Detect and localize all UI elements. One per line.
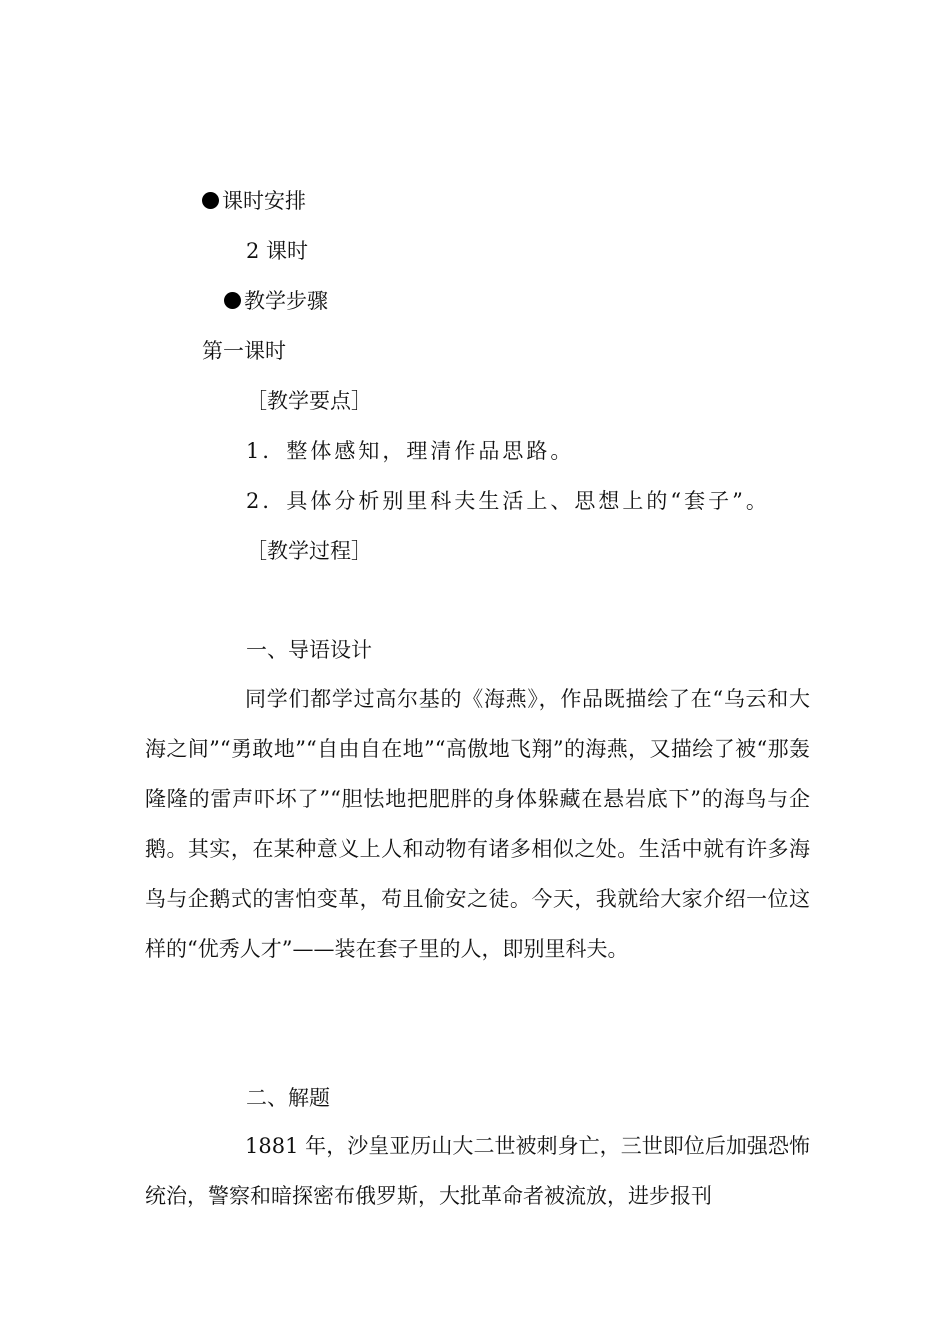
key-point-2: 2．具体分析别里科夫生活上、思想上的“套子”。 xyxy=(246,489,770,513)
bullet-icon xyxy=(224,292,241,309)
schedule-value: 2 课时 xyxy=(246,239,309,263)
lesson-title: 第一课时 xyxy=(202,339,286,363)
key-points-heading: ［教学要点］ xyxy=(246,389,372,413)
section1-heading: 一、导语设计 xyxy=(246,638,372,662)
schedule-heading: 课时安排 xyxy=(202,187,306,215)
steps-heading: 教学步骤 xyxy=(224,287,328,315)
section2-paragraph: 1881 年，沙皇亚历山大二世被刺身亡，三世即位后加强恐怖统治，警察和暗探密布俄罗斯，大批革命者被流放，进步报刊 xyxy=(145,1134,810,1208)
section1-paragraph: 同学们都学过高尔基的《海燕》，作品既描绘了在“乌云和大海之间”“勇敢地”“自由自在地”“高傲地飞翔”的海燕，又描绘了被“那轰隆隆的雷声吓坏了”“胆怯地把肥胖的身体躲藏在悬岩底下”的海鸟与企鹅。其实，在某种意义上人和动物有诸多相似之处。生活中就有许多海鸟与企鹅式的害怕变革，苟且偷安之徒。今天，我就给大家介绍一位这样的“优秀人才”——装在套子里的人，即别里科夫。 xyxy=(145,687,810,961)
bullet-icon xyxy=(202,192,219,209)
key-point-1: 1．整体感知，理清作品思路。 xyxy=(246,439,575,463)
section2-heading: 二、解题 xyxy=(246,1086,330,1110)
process-heading: ［教学过程］ xyxy=(246,539,372,563)
